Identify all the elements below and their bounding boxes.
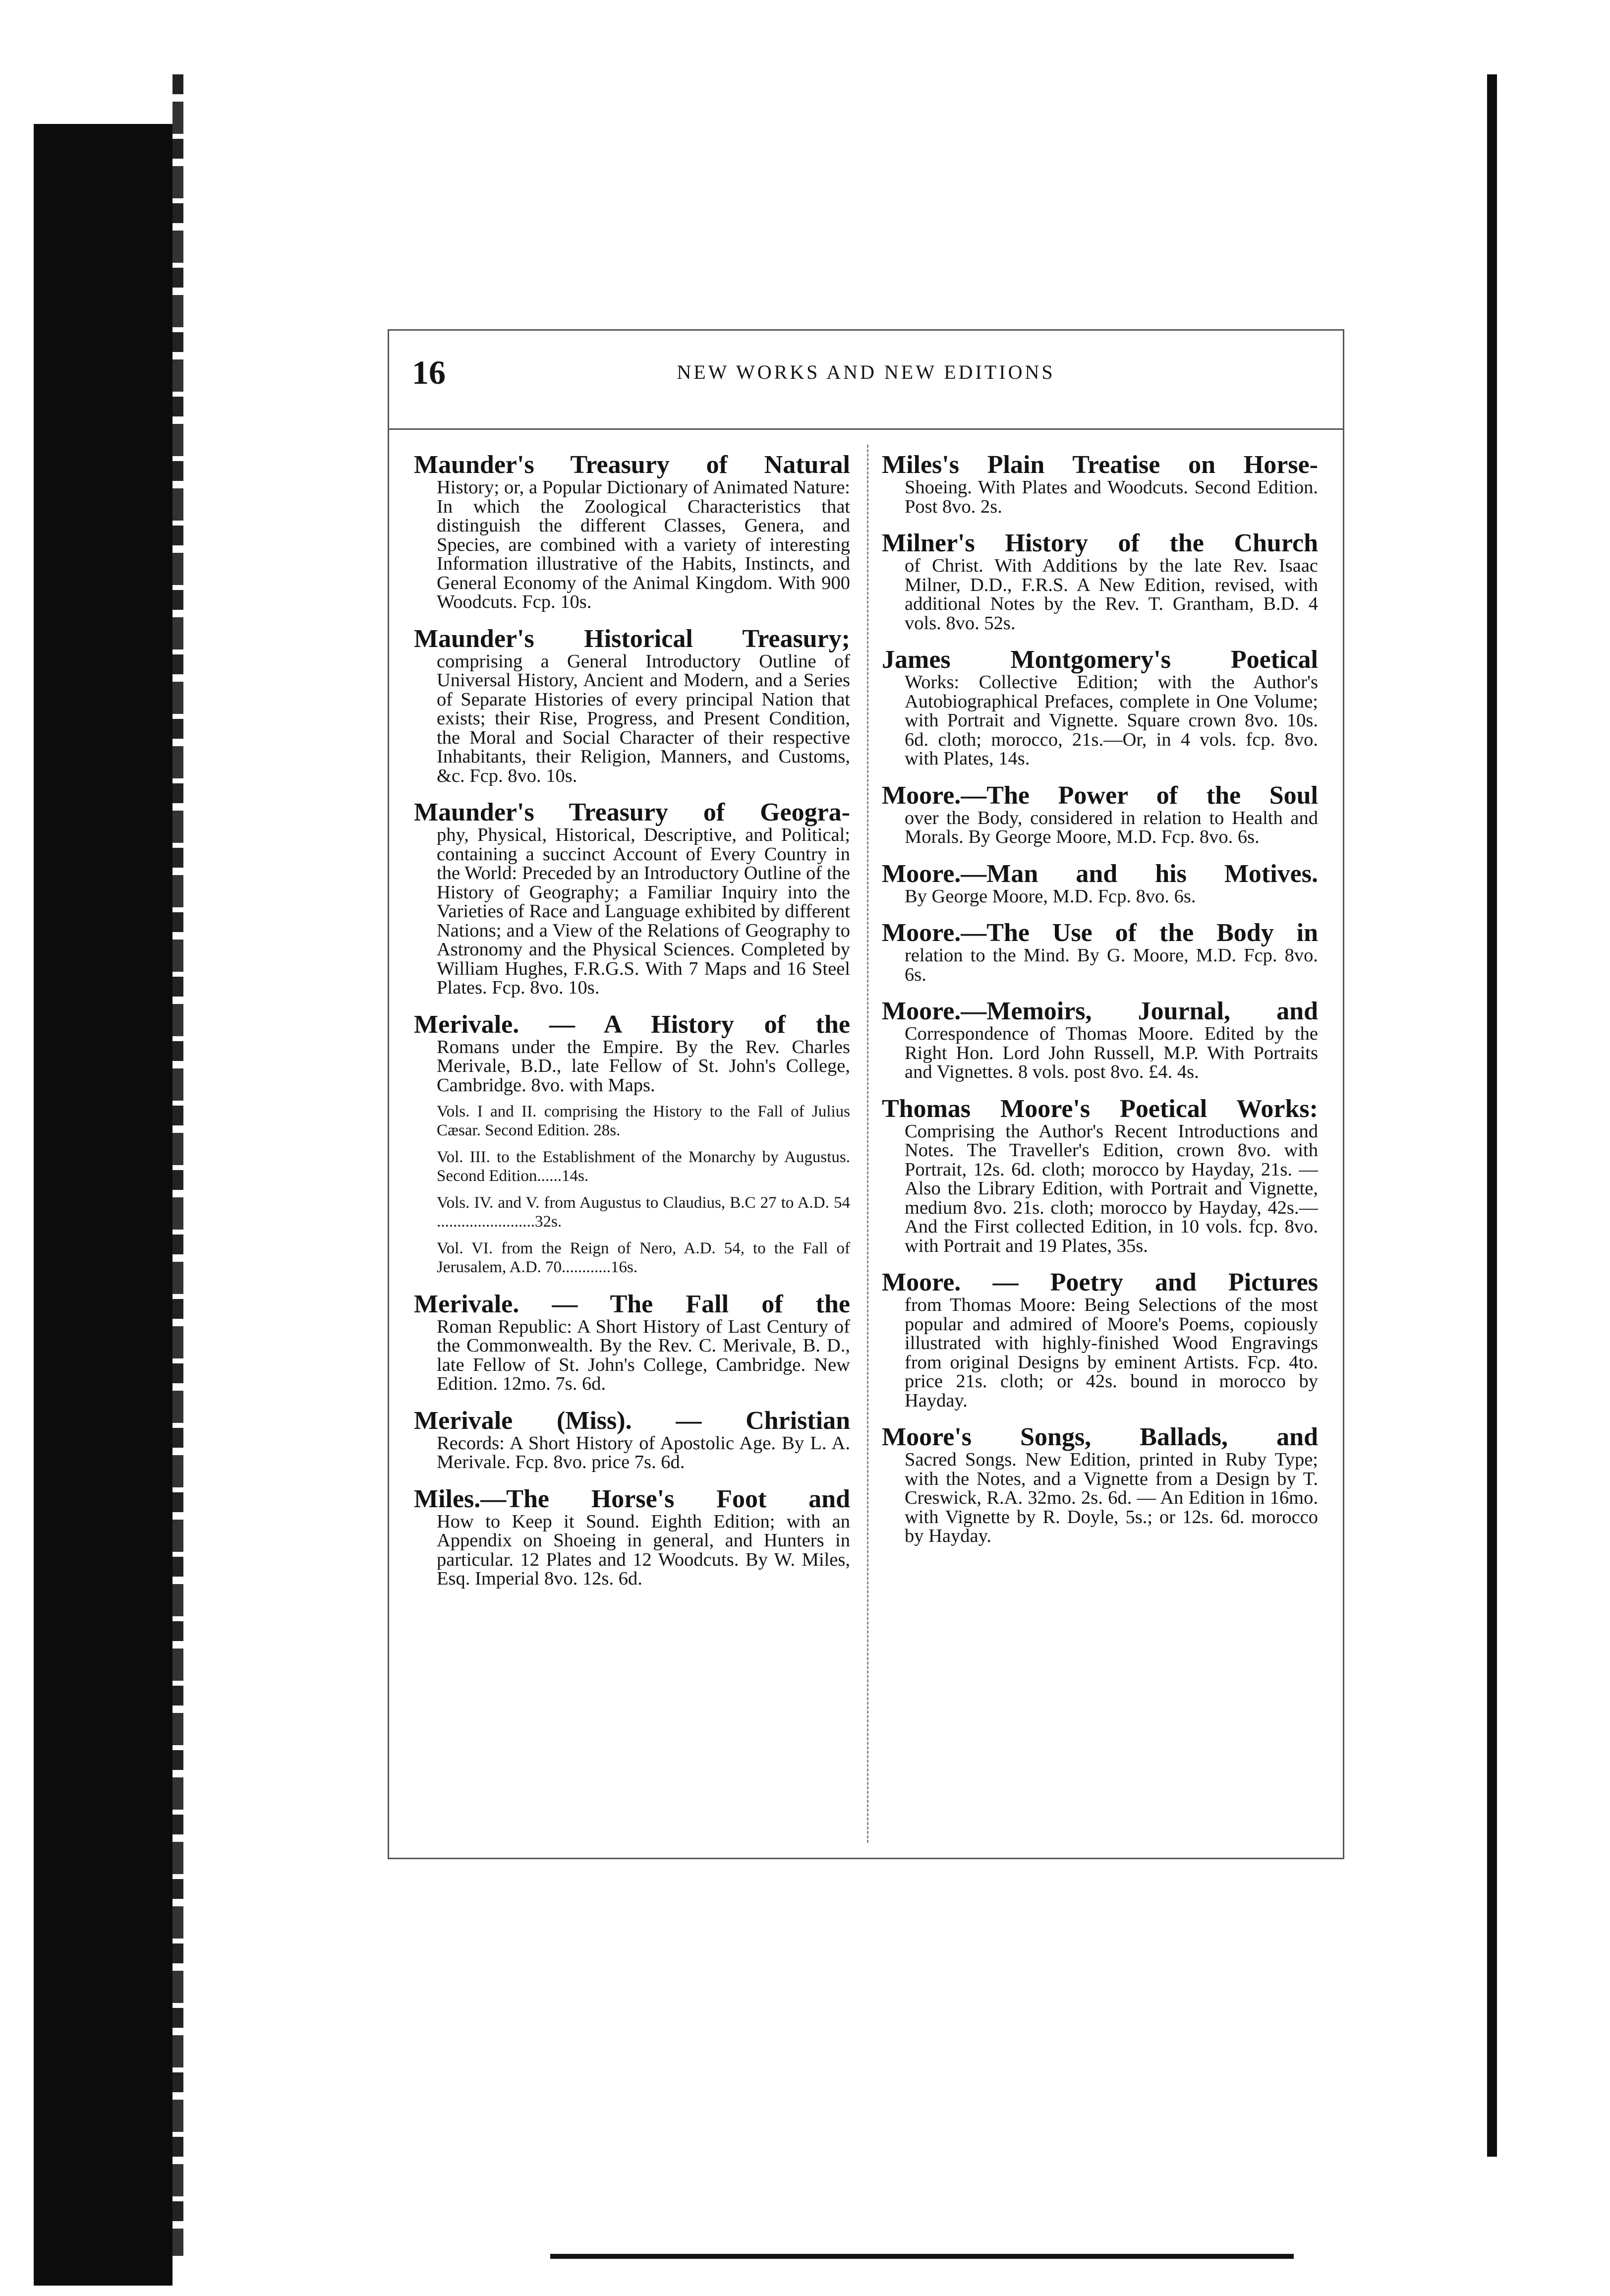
catalog-entry: [882, 782, 1318, 847]
page-frame: [388, 329, 1344, 1859]
entry-title: Miles's Plain Treatise on Horse-: [882, 451, 1318, 479]
entry-title: Moore. — Poetry and Pictures: [882, 1268, 1318, 1297]
entry-title: Moore.—Man and his Motives.: [882, 859, 1318, 888]
entry-body: relation to the Mind. By G. Moore, M.D. Fcp. 8vo. 6s.: [905, 945, 1318, 985]
entry-title: Moore.—The Use of the Body in: [882, 919, 1318, 947]
entry-title: Moore's Songs, Ballads, and: [882, 1423, 1318, 1452]
entry-body: Sacred Songs. New Edition, printed in Ruby Type; with the Notes, and a Vignette from a Design by T. Creswick, R.A. 32mo. 2s. 6d. — An Edition in 16mo. with Vignette by R. Doyle, 5s.; or 12s. 6d. morocco by Hayday.: [905, 1449, 1318, 1547]
entry-body: Records: A Short History of Apostolic Age. By L. A. Merivale. Fcp. 8vo. price 7s. 6d.: [437, 1432, 850, 1473]
catalog-entry: [414, 1486, 850, 1589]
bottom-edge-rule: [550, 2254, 1294, 2259]
page-header: [389, 331, 1343, 430]
catalog-entry: [882, 1424, 1318, 1546]
volume-note: Vols. IV. and V. from Augustus to Claudius, B.C 27 to A.D. 54 ........................32s.: [437, 1193, 850, 1231]
catalog-entry: [414, 1011, 850, 1277]
entry-body: Comprising the Author's Recent Introductions and Notes. The Traveller's Edition, crown 8vo. with Portrait, 12s. 6d. cloth; morocco by Hayday, 21s. —Also the Library Edition, with Portrait and Vignette, medium 8vo. 21s. cloth; morocco by Hayday, 42s.—And the First collected Edition, in 10 vols. fcp. 8vo. with Portrait and 19 Plates, 35s.: [905, 1120, 1318, 1256]
catalog-entry: [882, 1096, 1318, 1256]
page-edge-right: [1487, 74, 1497, 2157]
catalog-entry: [882, 530, 1318, 633]
running-head: NEW WORKS AND NEW EDITIONS: [677, 361, 1055, 383]
binding-edge-left: [172, 74, 183, 2256]
entry-title: Moore.—Memoirs, Journal, and: [882, 997, 1318, 1026]
entry-title: Maunder's Historical Treasury;: [414, 624, 850, 653]
entry-body: Correspondence of Thomas Moore. Edited by the Right Hon. Lord John Russell, M.P. With Portraits and Vignettes. 8 vols. post 8vo. £4. 4s.: [905, 1023, 1318, 1083]
page-number: 16: [412, 353, 446, 391]
entry-body: Roman Republic: A Short History of Last Century of the Commonwealth. By the Rev. C. Merivale, B. D., late Fellow of St. John's College, Cambridge. New Edition. 12mo. 7s. 6d.: [437, 1316, 850, 1395]
binding-shadow-left: [34, 124, 172, 2286]
catalog-entry: [882, 452, 1318, 516]
catalog-entry: [882, 1269, 1318, 1410]
entry-body: of Christ. With Additions by the late Rev. Isaac Milner, D.D., F.R.S. A New Edition, revised, with additional Notes by the Rev. T. Grantham, B.D. 4 vols. 8vo. 52s.: [905, 555, 1318, 634]
entry-body: phy, Physical, Historical, Descriptive, and Political; containing a succinct Account of Every Country in the World: Preceded by an Introductory Outline of the History of Geography; a Familiar Inquiry into the Varieties of Race and Language exhibited by different Nations; and a View of the Relations of Geography to Astronomy and the Physical Sciences. Completed by William Hughes, F.R.G.S. With 7 Maps and 16 Steel Plates. Fcp. 8vo. 10s.: [437, 824, 850, 999]
catalog-entry: [414, 626, 850, 786]
entry-title: Milner's History of the Church: [882, 529, 1318, 558]
entry-body: [437, 1038, 850, 1277]
entry-body: Works: Collective Edition; with the Author's Autobiographical Prefaces, complete in One Volume; with Portrait and Vignette. Square crown 8vo. 10s. 6d. cloth; morocco, 21s.—Or, in 4 vols. fcp. 8vo. with Plates, 14s.: [905, 672, 1318, 769]
catalog-entry: [882, 998, 1318, 1082]
entry-title: Moore.—The Power of the Soul: [882, 781, 1318, 810]
entry-body: Shoeing. With Plates and Woodcuts. Second Edition. Post 8vo. 2s.: [905, 477, 1318, 517]
entry-title: Maunder's Treasury of Natural: [414, 451, 850, 479]
entry-title: Merivale. — The Fall of the: [414, 1290, 850, 1318]
entry-title: Miles.—The Horse's Foot and: [414, 1484, 850, 1513]
catalog-entry: [882, 920, 1318, 984]
column-divider: [867, 445, 868, 1843]
entry-title: Merivale. — A History of the: [414, 1010, 850, 1039]
entry-title: Maunder's Treasury of Geogra-: [414, 798, 850, 827]
entry-body: By George Moore, M.D. Fcp. 8vo. 6s.: [905, 885, 1196, 907]
right-column: [882, 452, 1318, 1560]
entry-body: over the Body, considered in relation to Health and Morals. By George Moore, M.D. Fcp. 8vo. 6s.: [905, 807, 1318, 848]
catalog-entry: [882, 861, 1318, 906]
entry-body: How to Keep it Sound. Eighth Edition; with an Appendix on Shoeing in general, and Hunters in particular. 12 Plates and 12 Woodcuts. By W. Miles, Esq. Imperial 8vo. 12s. 6d.: [437, 1511, 850, 1590]
catalog-entry: [414, 799, 850, 998]
entry-body-text: Romans under the Empire. By the Rev. Charles Merivale, B.D., late Fellow of St. John's College, Cambridge. 8vo. with Maps.: [437, 1036, 850, 1096]
entry-title: Thomas Moore's Poetical Works:: [882, 1094, 1318, 1123]
entry-body: comprising a General Introductory Outline of Universal History, Ancient and Modern, and a Series of Separate Histories of every principal Nation that exists; their Rise, Progress, and Present Condition, the Moral and Social Character of their respective Inhabitants, their Religion, Manners, and Customs, &c. Fcp. 8vo. 10s.: [437, 650, 850, 786]
catalog-entry: [882, 647, 1318, 768]
catalog-entry: [414, 1291, 850, 1394]
entry-title: Merivale (Miss). — Christian: [414, 1406, 850, 1435]
volume-note: Vol. VI. from the Reign of Nero, A.D. 54, to the Fall of Jerusalem, A.D. 70............16s.: [437, 1239, 850, 1276]
volume-note: Vol. III. to the Establishment of the Monarchy by Augustus. Second Edition......14s.: [437, 1148, 850, 1185]
entry-body: History; or, a Popular Dictionary of Animated Nature: In which the Zoological Characteristics that distinguish the different Classes, Genera, and Species, are combined with a variety of interesting Information illustrative of the Habits, Instincts, and General Economy of the Animal Kingdom. With 900 Woodcuts. Fcp. 10s.: [437, 477, 850, 613]
entry-body: from Thomas Moore: Being Selections of the most popular and admired of Moore's Poems, copiously illustrated with highly-finished Wood Engravings from original Designs by eminent Artists. Fcp. 4to. price 21s. cloth; or 42s. bound in morocco by Hayday.: [905, 1295, 1318, 1411]
catalog-entry: [414, 452, 850, 612]
catalog-entry: [414, 1408, 850, 1472]
volume-note: Vols. I and II. comprising the History to the Fall of Julius Cæsar. Second Edition. 28s.: [437, 1103, 850, 1140]
entry-title: James Montgomery's Poetical: [882, 646, 1318, 674]
left-column: [414, 452, 850, 1602]
